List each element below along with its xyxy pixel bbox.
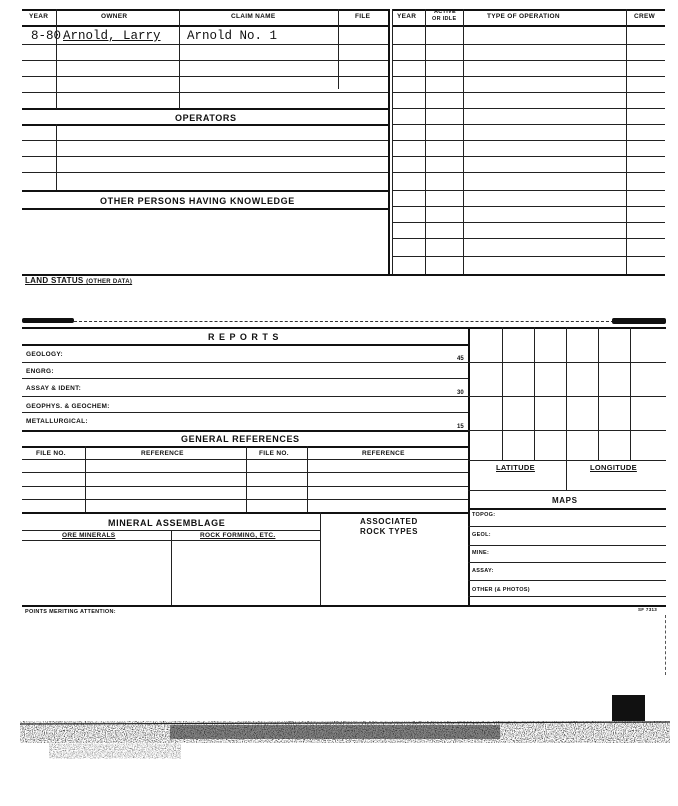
header-or-idle: OR IDLE [432,16,457,22]
gr-reference: REFERENCE [141,450,184,457]
maps-topog: TOPOG: [472,512,496,518]
scan-noise-graphic [20,715,670,775]
entry-claim-name: Arnold No. 1 [187,29,278,43]
header-type-of-operation: TYPE OF OPERATION [487,13,560,20]
mineral-assemblage-heading: MINERAL ASSEMBLAGE [108,518,226,528]
report-assay-num: 30 [457,390,464,396]
rock-forming-label: ROCK FORMING, ETC. [200,532,276,539]
report-geology-num: 45 [457,356,464,362]
operators-heading: OPERATORS [175,113,237,123]
report-assay: ASSAY & IDENT: [26,385,82,392]
report-geophys: GEOPHYS. & GEOCHEM: [26,403,110,410]
land-status-label: LAND STATUS [25,276,84,285]
report-engrg: ENGRG: [26,368,54,375]
gr-file-no-2: FILE NO. [259,450,289,457]
rock-types-label: ROCK TYPES [360,527,419,536]
header-crew: CREW [634,13,656,20]
report-geology: GEOLOGY: [26,351,63,358]
gr-file-no: FILE NO. [36,450,66,457]
latitude-label: LATITUDE [496,463,535,472]
land-status-sub: (OTHER DATA) [86,279,133,285]
associated-label: ASSOCIATED [360,517,418,526]
header-owner: OWNER [101,13,128,20]
entry-year: 8-80 [31,29,62,43]
maps-mine: MINE: [472,550,490,556]
maps-assay: ASSAY: [472,568,494,574]
header-year: YEAR [29,13,49,20]
general-references-heading: GENERAL REFERENCES [181,434,300,444]
maps-other: OTHER (& PHOTOS) [472,587,530,593]
header-file: FILE [355,13,371,20]
ore-minerals-label: ORE MINERALS [62,532,116,539]
gr-reference-2: REFERENCE [362,450,405,457]
maps-geol: GEOL: [472,532,491,538]
header-active: ACTIVE [434,9,456,15]
header-year-right: YEAR [397,13,417,20]
other-persons-heading: OTHER PERSONS HAVING KNOWLEDGE [100,196,295,206]
reports-heading: R E P O R T S [208,332,280,342]
form-number: SF 7313 [638,607,658,612]
maps-heading: MAPS [552,496,578,505]
report-metallurgical: METALLURGICAL: [26,418,88,425]
longitude-label: LONGITUDE [590,463,637,472]
entry-owner: Arnold, Larry [63,29,161,43]
header-claim-name: CLAIM NAME [231,13,276,20]
points-meriting-attention: POINTS MERITING ATTENTION: [25,609,116,615]
report-metallurgical-num: 15 [457,424,464,430]
